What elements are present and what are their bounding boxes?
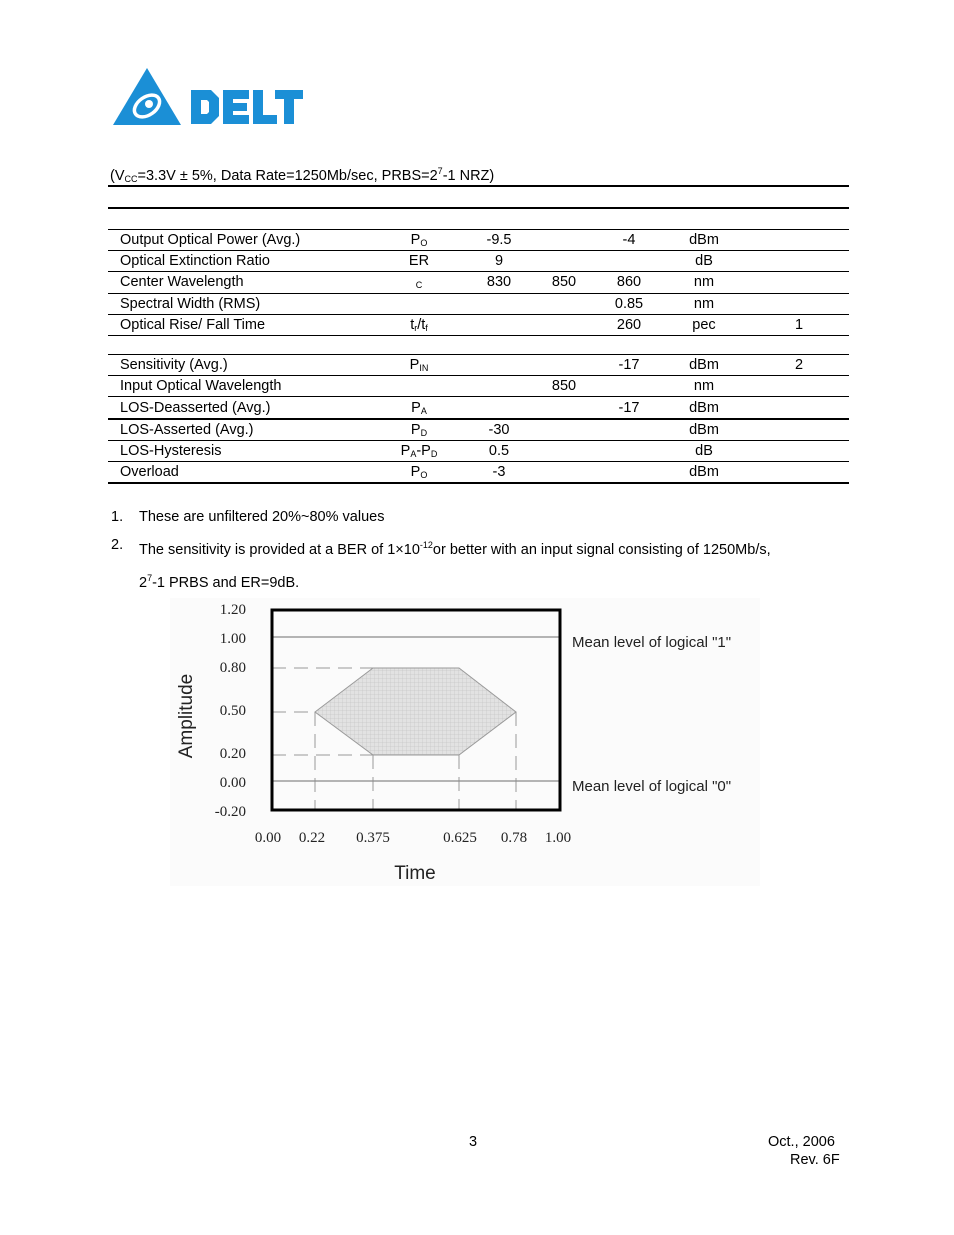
parameter-cell: LOS-Hysteresis — [120, 443, 222, 459]
table-rule — [108, 314, 849, 315]
unit-cell: pec — [692, 317, 716, 333]
symbol-cell: C — [415, 280, 423, 290]
table-rule — [108, 354, 849, 355]
max-cell: 260 — [616, 317, 642, 333]
x-tick-label: 0.625 — [443, 830, 477, 846]
unit-cell: nm — [693, 378, 715, 394]
table-rule — [108, 293, 849, 294]
symbol-cell: $P_D$ — [410, 422, 428, 438]
unit-cell: dBm — [689, 232, 719, 248]
parameter-cell: LOS-Deasserted (Avg.) — [120, 400, 271, 416]
max-cell: 0.85 — [614, 296, 644, 312]
table-rule — [108, 250, 849, 251]
symbol-cell: $P_A$ — [411, 400, 427, 416]
y-tick-label: 0.80 — [219, 660, 246, 676]
x-tick-label: 0.375 — [356, 830, 390, 846]
table-rule — [108, 335, 849, 336]
table-rule — [108, 375, 849, 376]
unit-cell: nm — [693, 296, 715, 312]
table-rule — [108, 229, 849, 230]
eye-mask-diagram — [170, 598, 760, 886]
symbol-cell: ER — [408, 253, 430, 269]
unit-cell: dBm — [689, 464, 719, 480]
y-tick-label: 0.50 — [219, 703, 246, 719]
note-cell: 1 — [794, 317, 804, 333]
note-cell: 2 — [794, 357, 804, 373]
parameter-cell: Input Optical Wavelength — [120, 378, 282, 394]
unit-cell: dBm — [689, 400, 719, 416]
x-tick-label: 0.22 — [298, 830, 326, 846]
table-rule — [108, 482, 849, 484]
min-cell: -9.5 — [486, 232, 512, 248]
parameter-cell: LOS-Asserted (Avg.) — [120, 422, 254, 438]
y-tick-label: -0.20 — [214, 804, 246, 820]
parameter-cell: Overload — [120, 464, 179, 480]
y-axis-label: Amplitude — [176, 673, 197, 759]
table-rule — [108, 185, 849, 187]
parameter-cell: Sensitivity (Avg.) — [120, 357, 228, 373]
unit-cell: dB — [695, 253, 713, 269]
footer-revision: Rev. 6F — [790, 1152, 840, 1168]
parameter-cell: Optical Extinction Ratio — [120, 253, 270, 269]
parameter-cell: Output Optical Power (Avg.) — [120, 232, 301, 248]
y-tick-label: 1.00 — [219, 631, 246, 647]
y-tick-label: 0.20 — [219, 746, 246, 762]
unit-cell: dBm — [689, 422, 719, 438]
max-cell: -17 — [618, 400, 640, 416]
table-rule — [108, 418, 849, 420]
unit-cell: nm — [693, 274, 715, 290]
logical-zero-label: Mean level of logical "0" — [572, 778, 732, 795]
symbol-cell: $P_O$ — [410, 232, 428, 248]
footer-date: Oct., 2006 — [768, 1134, 835, 1150]
delta-logo — [111, 66, 305, 128]
max-cell: -4 — [622, 232, 636, 248]
table-rule — [108, 396, 849, 397]
logical-one-label: Mean level of logical "1" — [572, 634, 732, 651]
symbol-cell: $t_r/t_f$ — [410, 317, 428, 333]
table-rule — [108, 440, 849, 441]
x-tick-label: 0.00 — [254, 830, 282, 846]
y-tick-label: 0.00 — [219, 775, 246, 791]
table-rule — [108, 461, 849, 462]
parameter-cell: Center Wavelength — [120, 274, 244, 290]
test-conditions: ($V_{CC}=3.3V \pm 5\%$, Data Rate=1250Mb/sec, $PRBS=2^7-1$ NRZ) — [110, 166, 495, 184]
min-cell: 830 — [486, 274, 512, 290]
typ-cell: 850 — [551, 274, 577, 290]
logo-text: DELTA — [231, 128, 235, 129]
note-2: 2. The sensitivity is provided at a BER of $1\times 10^{-12}or$ better with an input signal consisting of 1250Mb/s, $2^7-1$ PRBS and ER=9dB. — [111, 537, 771, 591]
max-cell: 860 — [616, 274, 642, 290]
symbol-cell: $P_{IN}$ — [409, 357, 429, 373]
x-tick-label: 0.78 — [500, 830, 528, 846]
max-cell: -17 — [618, 357, 640, 373]
table-rule — [108, 271, 849, 272]
symbol-cell: $P_A-P_D$ — [400, 443, 438, 459]
min-cell: 0.5 — [488, 443, 510, 459]
unit-cell: dB — [695, 443, 713, 459]
unit-cell: dBm — [689, 357, 719, 373]
min-cell: -30 — [488, 422, 510, 438]
parameter-cell: Optical Rise/ Fall Time — [120, 317, 266, 333]
y-tick-label: 1.20 — [219, 602, 246, 618]
typ-cell: 850 — [551, 378, 577, 394]
min-cell: 9 — [494, 253, 504, 269]
symbol-cell: $P_O$ — [410, 464, 428, 480]
table-rule — [108, 207, 849, 209]
parameter-cell: Spectral Width (RMS) — [120, 296, 261, 312]
x-tick-label: 1.00 — [544, 830, 572, 846]
page-number: 3 — [469, 1134, 478, 1150]
note-1: 1. These are unfiltered 20%~80% values — [111, 509, 385, 525]
x-axis-label: Time — [394, 863, 436, 884]
min-cell: -3 — [492, 464, 506, 480]
